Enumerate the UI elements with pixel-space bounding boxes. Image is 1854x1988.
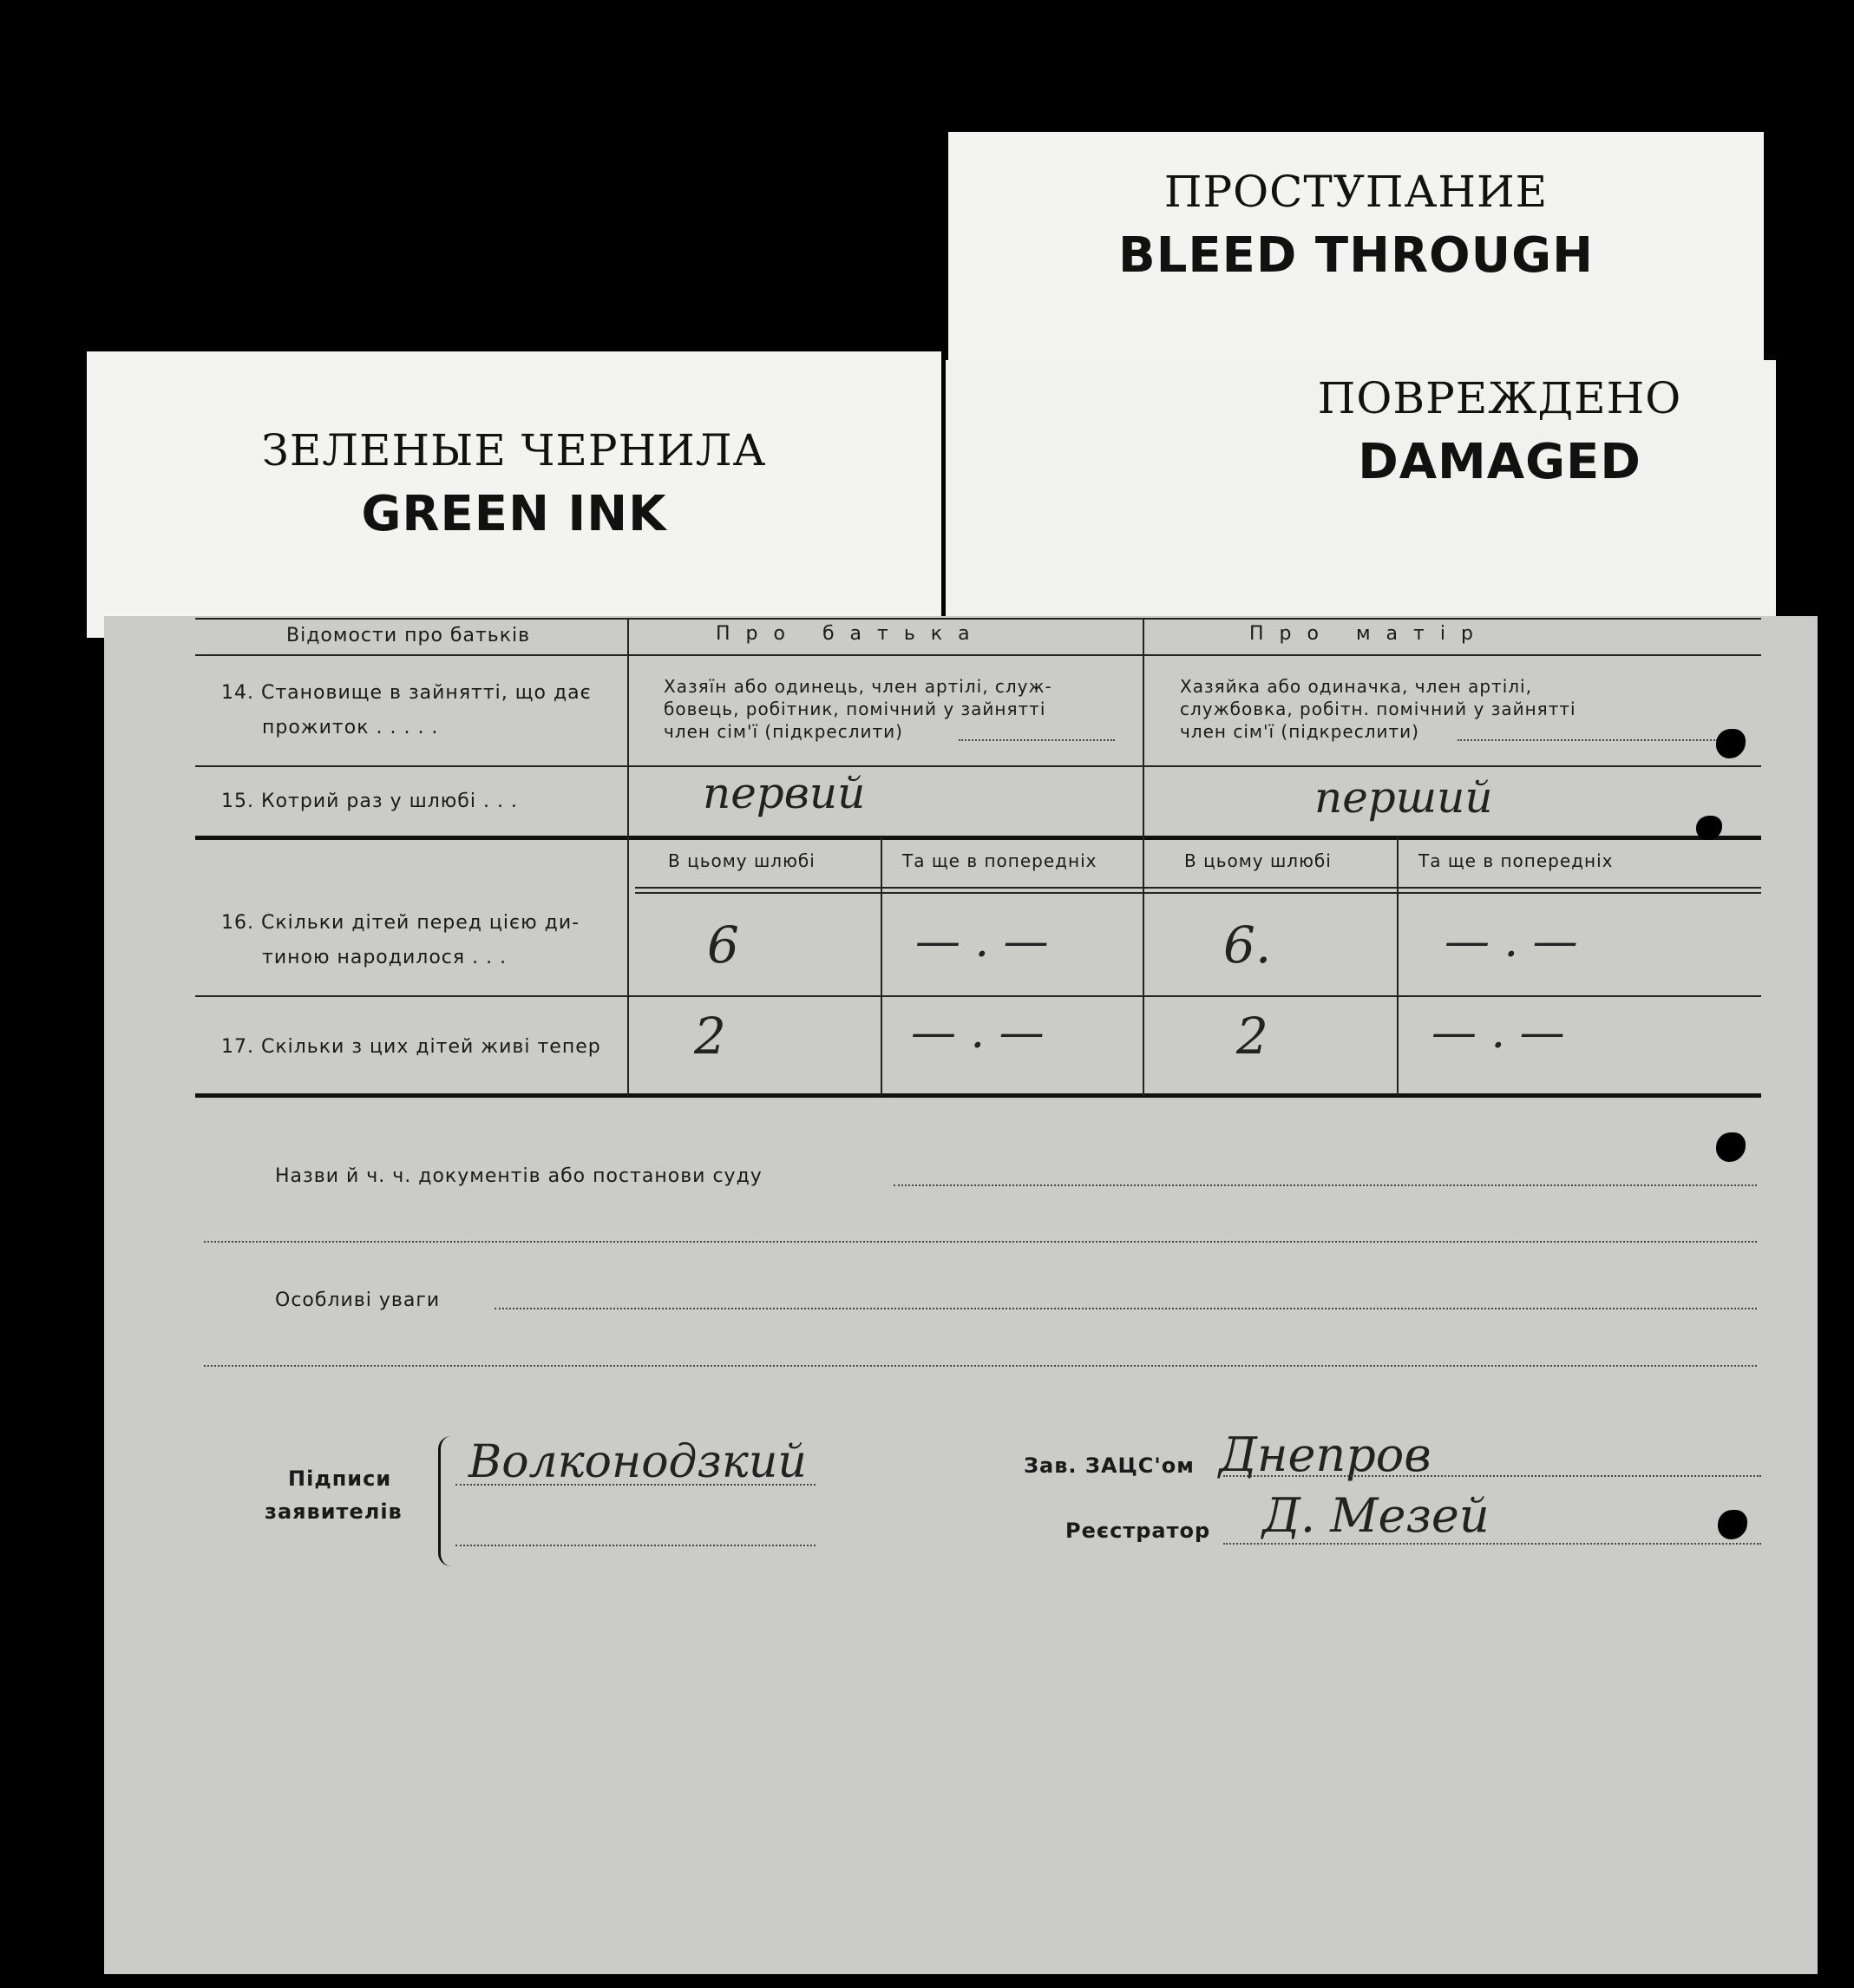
- damaged-en: DAMAGED: [1358, 434, 1641, 490]
- bleed-through-ru: ПРОСТУПАНИЕ: [1163, 167, 1549, 217]
- signatures-label-1: Підписи: [288, 1466, 392, 1491]
- signatures-brace: [438, 1436, 451, 1566]
- row16-label-2: тиною народилося . . .: [262, 947, 508, 968]
- header-father: Про батька: [716, 623, 986, 645]
- subheader-father-prev: Та ще в попередніх: [902, 850, 1097, 871]
- header-bottom-line: [195, 654, 1761, 656]
- documents-line-1: [894, 1184, 1757, 1186]
- punch-hole: [1716, 729, 1746, 758]
- punch-hole: [1718, 1510, 1747, 1539]
- applicant-signature: Волконодзкий: [468, 1436, 807, 1488]
- row14-father-3: член сім'ї (підкреслити): [664, 721, 903, 742]
- subheader-father-this: В цьому шлюбі: [668, 850, 816, 871]
- head-signature: Днепров: [1219, 1427, 1431, 1482]
- green-ink-ru: ЗЕЛЕНЫЕ ЧЕРНИЛА: [261, 425, 767, 476]
- damaged-card: [946, 360, 1776, 629]
- row15-father-value: первий: [703, 768, 866, 818]
- row17-label: 17. Скільки з цих дітей живі тепер: [221, 1036, 601, 1058]
- row14-father-dots: [959, 739, 1115, 741]
- bleed-through-en: BLEED THROUGH: [1118, 227, 1594, 284]
- col-divider-father: [881, 837, 882, 1096]
- punch-hole: [1716, 1132, 1746, 1162]
- row15-mother-value: перший: [1314, 772, 1493, 823]
- col-divider-2: [1143, 618, 1144, 1096]
- row15-bottom-line: [195, 836, 1761, 840]
- row16-father-prev: — . —: [915, 915, 1049, 968]
- row14-bottom-line: [195, 765, 1761, 767]
- row14-label-2: прожиток . . . . .: [262, 717, 439, 738]
- row17-mother-prev: — . —: [1431, 1007, 1565, 1059]
- remarks-label: Особливі уваги: [275, 1289, 441, 1311]
- subheader-mother-this: В цьому шлюбі: [1184, 850, 1332, 871]
- bleed-through-card: [948, 132, 1764, 366]
- row14-mother-dots: [1458, 739, 1718, 741]
- row17-mother-this: 2: [1236, 1007, 1268, 1066]
- header-info: Відомости про батьків: [286, 625, 531, 646]
- record-form: [104, 616, 1818, 1974]
- subheader-line: [635, 887, 1761, 889]
- table-bottom-line: [195, 1093, 1761, 1098]
- green-ink-card: [87, 351, 941, 638]
- col-divider-1: [627, 618, 629, 1096]
- row17-father-this: 2: [694, 1007, 726, 1066]
- head-label: Зав. ЗАЦС'ом: [1024, 1453, 1195, 1478]
- registrar-signature: Д. Мезей: [1262, 1488, 1490, 1543]
- row17-father-prev: — . —: [911, 1007, 1045, 1059]
- header-mother: Про матір: [1249, 623, 1489, 645]
- row14-father-2: бовець, робітник, помічний у зайнятті: [664, 699, 1046, 719]
- row16-mother-this: 6.: [1223, 915, 1272, 974]
- row14-label-1: 14. Становище в зайнятті, що дає: [221, 682, 592, 704]
- remarks-line-1: [495, 1308, 1757, 1309]
- row14-father-1: Хазяїн або одинець, член артілі, служ-: [664, 676, 1052, 697]
- subheader-mother-prev: Та ще в попередніх: [1418, 850, 1614, 871]
- documents-line-2: [204, 1241, 1757, 1243]
- row14-mother-3: член сім'ї (підкреслити): [1180, 721, 1419, 742]
- documents-label: Назви й ч. ч. документів або постанови суду: [275, 1165, 763, 1187]
- applicant-line-1: [455, 1484, 816, 1486]
- subheader-line-2: [635, 892, 1761, 894]
- row16-bottom-line: [195, 995, 1761, 997]
- col-divider-mother: [1397, 837, 1399, 1096]
- signatures-label-2: заявителів: [265, 1499, 403, 1524]
- applicant-line-2: [455, 1545, 816, 1546]
- row16-father-this: 6: [707, 915, 739, 974]
- green-ink-en: GREEN INK: [361, 486, 667, 542]
- row14-mother-1: Хазяйка або одиначка, член артілі,: [1180, 676, 1532, 697]
- row16-mother-prev: — . —: [1445, 915, 1578, 968]
- remarks-line-2: [204, 1365, 1757, 1367]
- registrar-line: [1223, 1543, 1761, 1545]
- row15-label: 15. Котрий раз у шлюбі . . .: [221, 791, 518, 812]
- row16-label-1: 16. Скільки дітей перед цією ди-: [221, 912, 580, 934]
- damaged-ru: ПОВРЕЖДЕНО: [1317, 373, 1682, 423]
- registrar-label: Реєстратор: [1065, 1519, 1211, 1543]
- head-line: [1223, 1475, 1761, 1477]
- row14-mother-2: службовка, робітн. помічний у зайнятті: [1180, 699, 1576, 719]
